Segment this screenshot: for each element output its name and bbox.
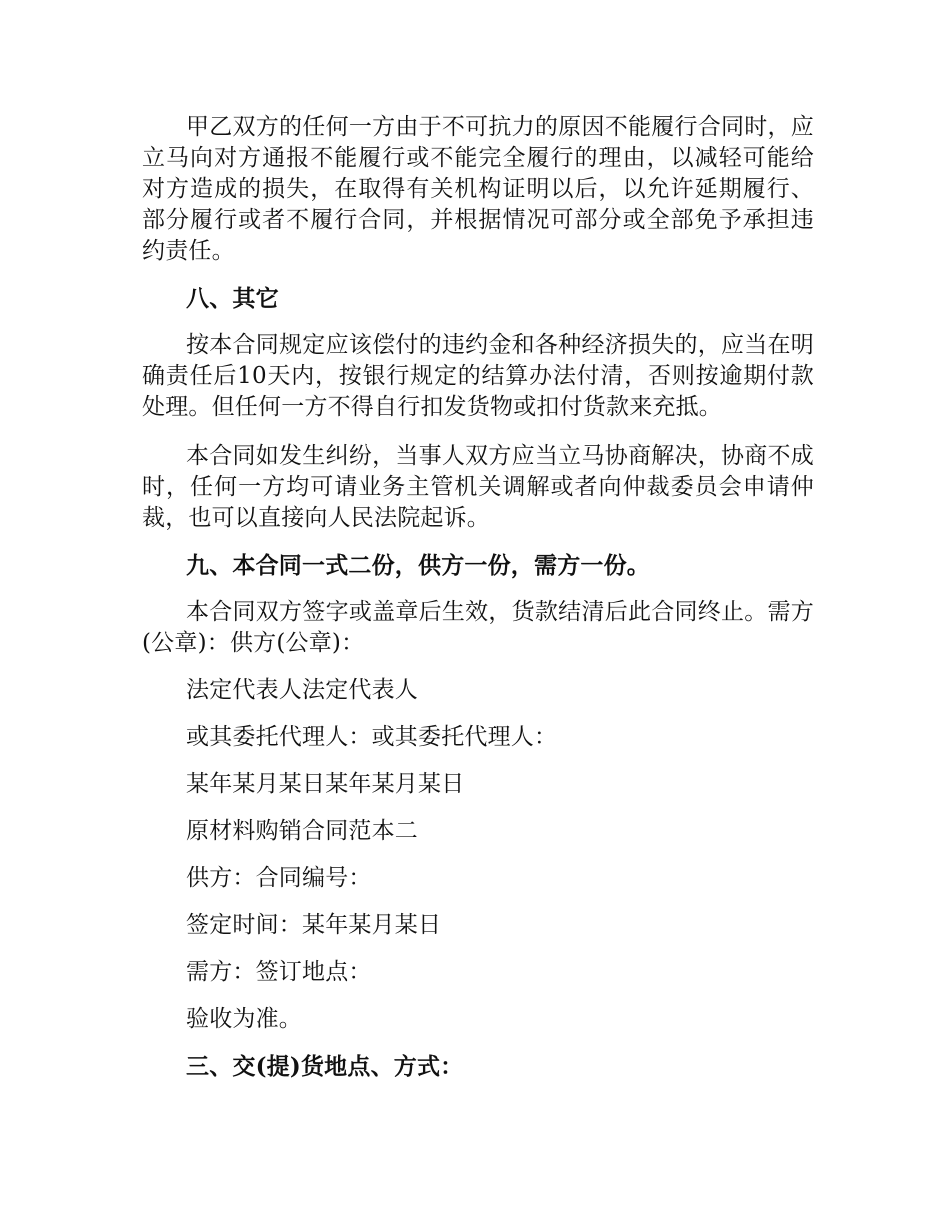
line-template-title: 原材料购销合同范本二 [186,818,418,844]
document-page [142,112,814,1082]
paragraph-effective-clause: 本合同双方签字或盖章后生效，货款结清后此合同终止。需方(公章)：供方(公章)： [142,599,814,656]
paragraph-dispute-resolution: 本合同如发生纠纷，当事人双方应当立马协商解决，协商不成时，任何一方均可请业务主管机关调解或者向仲裁委员会申请仲裁，也可以直接向人民法院起诉。 [142,443,814,531]
section-heading-other: 八、其它 [186,285,279,312]
line-acceptance: 验收为准。 [186,1006,302,1032]
paragraph-force-majeure: 甲乙双方的任何一方由于不可抗力的原因不能履行合同时，应立马向对方通报不能履行或不能完全履行的理由，以减轻可能给对方造成的损失，在取得有关机构证明以后，以允许延期履行、部分履行或者不履行合同，并根据情况可部分或全部免予承担违约责任。 [142,114,814,264]
line-supplier-contract-number: 供方：合同编号： [186,865,372,891]
section-heading-delivery: 三、交(提)货地点、方式： [186,1053,464,1080]
line-signing-time: 签定时间：某年某月某日 [186,912,442,938]
paragraph-penalty-payment: 按本合同规定应该偿付的违约金和各种经济损失的，应当在明确责任后10天内，按银行规定的结算办法付清，否则按逾期付款处理。但任何一方不得自行扣发货物或扣付货款来充抵。 [142,332,814,420]
section-heading-copies: 九、本合同一式二份，供方一份，需方一份。 [186,552,650,579]
line-buyer-signing-place: 需方：签订地点： [186,959,372,985]
line-legal-representative: 法定代表人法定代表人 [186,677,418,703]
line-authorized-agent: 或其委托代理人：或其委托代理人： [186,724,558,750]
line-date: 某年某月某日某年某月某日 [186,771,465,797]
